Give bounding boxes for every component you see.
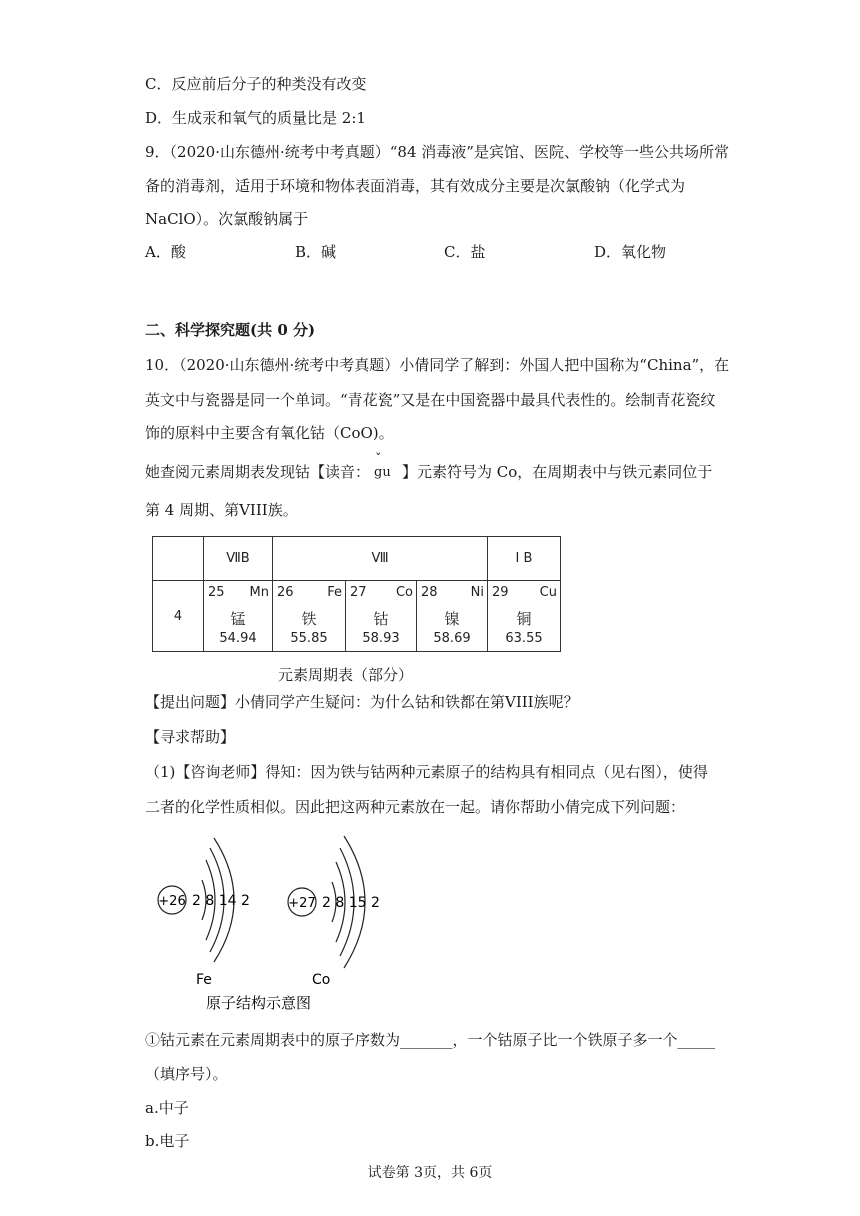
element-name: 铜: [516, 610, 532, 628]
q9-option-b: B．碱: [295, 243, 337, 261]
atomic-number: 29: [492, 585, 509, 600]
section-heading: 二、科学探究题(共 0 分): [145, 321, 316, 339]
periodic-table: [152, 536, 561, 652]
period-label: 4: [153, 581, 204, 652]
atomic-number: 27: [350, 585, 367, 600]
question-9-line-3: NaClO）。次氯酸钠属于: [145, 210, 309, 228]
atomic-mass: 54.94: [219, 631, 257, 646]
corner-cell: [153, 537, 204, 581]
fe-nucleus-charge: +26: [158, 894, 186, 909]
element-name: 铁: [301, 610, 317, 628]
element-cell-mn: [204, 581, 273, 652]
part-1-line-2: 二者的化学性质相似。因此把这两种元素放在一起。请你帮助小倩完成下列问题：: [145, 798, 686, 816]
option-d: D．生成汞和氧气的质量比是 2:1: [145, 109, 366, 127]
sub-question-1-line-2: （填序号）。: [145, 1065, 228, 1083]
element-cell-ni: [417, 581, 488, 652]
q9-option-d: D．氧化物: [594, 243, 667, 261]
answer-option-b: b.电子: [145, 1132, 190, 1150]
element-symbol: Ni: [470, 585, 484, 600]
element-cell-cu: [488, 581, 561, 652]
question-statement: 【提出问题】小倩同学产生疑问：为什么钴和铁都在第VIII族呢？: [145, 693, 579, 711]
co-nucleus-charge: +27: [288, 896, 316, 911]
atomic-number: 25: [208, 585, 225, 600]
atomic-number: 28: [421, 585, 438, 600]
element-symbol: Cu: [539, 585, 557, 600]
question-10-line-4b: 】元素符号为 Co，在周期表中与铁元素同位于: [402, 463, 713, 481]
element-symbol: Co: [395, 585, 413, 600]
part-1-line-1: （1)【咨询老师】得知：因为铁与钴两种元素原子的结构具有相同点（见右图），使得: [145, 763, 708, 781]
atomic-mass: 55.85: [290, 631, 328, 646]
co-shell-electrons: 2 8 15 2: [322, 895, 380, 911]
element-cell-co: [346, 581, 417, 652]
group-header: Ⅰ B: [488, 537, 561, 581]
answer-option-a: a.中子: [145, 1099, 189, 1117]
fe-atom: [158, 838, 250, 988]
fe-shell-electrons: 2 8 14 2: [192, 893, 250, 909]
sub-question-1-line-1: ①钴元素在元素周期表中的原子序数为_______，一个钴原子比一个铁原子多一个_____: [145, 1031, 716, 1049]
question-9-line-2: 备的消毒剂，适用于环境和物体表面消毒，其有效成分主要是次氯酸钠（化学式为: [145, 177, 686, 195]
element-symbol: Fe: [327, 585, 342, 600]
diagram-caption: 原子结构示意图: [206, 994, 312, 1012]
atomic-mass: 58.69: [433, 631, 471, 646]
question-10-line-4a: 她查阅元素周期表发现钴【读音：: [145, 463, 371, 481]
fe-label: Fe: [196, 972, 212, 988]
q9-option-c: C．盐: [444, 243, 486, 261]
question-10-line-2: 英文中与瓷器是同一个单词。“青花瓷”又是在中国瓷器中最具代表性的。绘制青花瓷纹: [145, 391, 716, 409]
q9-option-a: A．酸: [145, 243, 186, 261]
pinyin-text: gu: [374, 465, 391, 480]
atomic-mass: 63.55: [505, 631, 543, 646]
pinyin-tone: ˇ: [375, 452, 382, 467]
co-label: Co: [312, 972, 331, 988]
option-c: C．反应前后分子的种类没有改变: [145, 75, 367, 93]
atomic-number: 26: [277, 585, 294, 600]
element-cell-fe: [273, 581, 346, 652]
element-name: 锰: [230, 610, 246, 628]
question-10-line-5: 第 4 周期、第VIII族。: [145, 501, 298, 519]
group-header: ⅦB: [204, 537, 273, 581]
question-10-line-3: 饰的原料中主要含有氧化钴（CoO)。: [145, 424, 394, 442]
seek-help-heading: 【寻求帮助】: [145, 728, 236, 746]
atom-structure-diagram: [150, 830, 390, 1020]
element-name: 镍: [444, 610, 460, 628]
table-caption: 元素周期表（部分）: [278, 666, 414, 684]
element-symbol: Mn: [249, 585, 269, 600]
question-10-line-1: 10．（2020·山东德州·统考中考真题）小倩同学了解到：外国人把中国称为“China”，在: [145, 356, 730, 374]
group-header: Ⅷ: [273, 537, 488, 581]
element-name: 钴: [373, 610, 389, 628]
question-9-line-1: 9．（2020·山东德州·统考中考真题）“84 消毒液”是宾馆、医院、学校等一些公共场所常: [145, 143, 729, 161]
page-footer: 试卷第 3页，共 6页: [367, 1165, 493, 1181]
atomic-mass: 58.93: [362, 631, 400, 646]
co-atom: [288, 836, 380, 988]
